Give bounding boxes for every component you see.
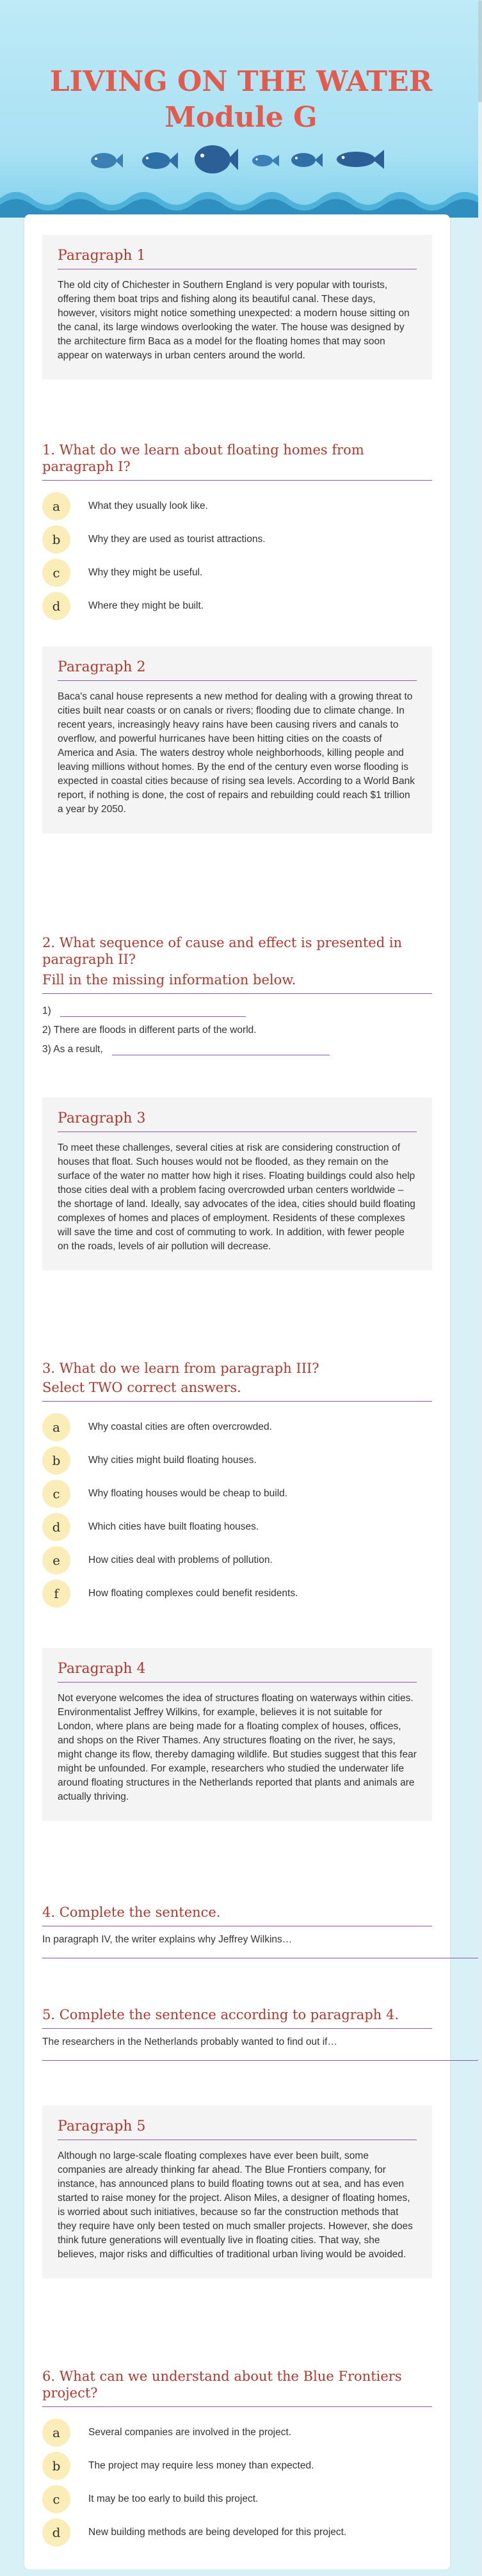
content-card (24, 214, 450, 2570)
question-title: 1. What do we learn about floating homes from paragraph I? (42, 442, 432, 481)
page-header (0, 0, 482, 218)
option-a[interactable] (42, 2416, 432, 2449)
passage-heading: Paragraph 4 (58, 1661, 417, 1683)
passage-3 (24, 1098, 450, 1270)
scrollbar-thumb[interactable] (478, 0, 482, 102)
option-e[interactable] (42, 1544, 432, 1577)
option-letter: d (42, 2518, 70, 2547)
option-d[interactable] (42, 589, 432, 623)
passage-text: Not everyone welcomes the idea of structures floating on waterways within cities. Environmentalist Jeffrey Wilkins, for example, believes it is not suitable for London, where plans are being made for a floating complex of houses, offices, and shops on the River Thames. Any structures floating on the river, he says, might change its flow, thereby damaging wildlife. But studies suggest that this fear might be unfounded. For example, researchers who studied the underwater life around floating structures in the Netherlands reported that plants and animals are actually thriving. (58, 1693, 417, 1802)
option-a[interactable] (42, 490, 432, 523)
question-title: 4. Complete the sentence. (42, 1904, 432, 1926)
option-letter: f (42, 1580, 70, 1608)
option-text: Why coastal cities are often overcrowded. (88, 1421, 272, 1432)
option-f[interactable] (42, 1577, 432, 1610)
fill-row-1 (42, 1002, 432, 1021)
option-text: Which cities have built floating houses. (88, 1521, 259, 1532)
question-title: 6. What can we understand about the Blue Frontiers project? (42, 2368, 432, 2407)
passage-2 (24, 646, 450, 833)
question-1 (24, 442, 450, 623)
question-4 (24, 1904, 450, 1958)
fill-row-2 (42, 1021, 432, 1040)
passage-1 (24, 235, 450, 380)
question-6 (24, 2368, 450, 2549)
wave-decoration (0, 179, 482, 218)
option-c[interactable] (42, 2483, 432, 2516)
fill-row-3 (42, 1040, 432, 1059)
option-letter: c (42, 559, 70, 587)
option-b[interactable] (42, 523, 432, 556)
question-subtitle: Select TWO correct answers. (42, 1379, 432, 1402)
passage-text: The old city of Chichester in Southern England is very popular with tourists, offering them boat trips and fishing along its beautiful canal. These days, however, visitors might notice something unexpected: a modern house sitting on the canal, its large windows overlooking the water. The house was designed by the architecture firm Baca as a model for the floating homes that may soon appear on waterways in urban centers around the world. (58, 280, 410, 361)
fish-icon (334, 146, 384, 173)
option-letter: c (42, 2485, 70, 2513)
question-prompt: The researchers in the Netherlands probably wanted to find out if… (42, 2036, 337, 2047)
option-text: What they usually look like. (88, 500, 208, 511)
passage-heading: Paragraph 5 (58, 2118, 417, 2140)
scrollbar[interactable] (478, 0, 482, 2576)
option-c[interactable] (42, 1477, 432, 1510)
option-text: Why they might be useful. (88, 567, 203, 578)
answer-line[interactable] (42, 2060, 482, 2061)
option-text: How floating complexes could benefit residents. (88, 1588, 298, 1599)
passage-heading: Paragraph 1 (58, 248, 417, 269)
option-letter: a (42, 492, 70, 520)
passage-text: Baca's canal house represents a new method for dealing with a growing threat to cities built near coasts or on canals or rivers; flooding due to climate change. In recent years, increasingly heavy rains have been causing rivers and canals to overflow, and powerful hurricanes have been hitting cities on the coasts of America and Asia. The waters destroy whole neighborhoods, killing people and leaving millions without homes. By the end of the century even worse flooding is expected in coastal cities because of rising sea levels. According to a World Bank report, if nothing is done, the cost of repairs and rebuilding could reach $1 trillion a year by 2050. (58, 691, 415, 815)
option-text: How cities deal with problems of pollution. (88, 1555, 273, 1565)
option-text: Why floating houses would be cheap to build. (88, 1488, 288, 1499)
question-prompt: In paragraph IV, the writer explains why Jeffrey Wilkins… (42, 1934, 293, 1945)
answer-blank[interactable] (112, 1044, 330, 1055)
question-title: 2. What sequence of cause and effect is presented in paragraph II? (42, 935, 403, 967)
option-letter: b (42, 525, 70, 554)
option-b[interactable] (42, 1444, 432, 1477)
answer-blank[interactable] (60, 1006, 246, 1017)
question-2 (24, 934, 450, 1059)
option-letter: c (42, 1480, 70, 1508)
option-letter: a (42, 1413, 70, 1441)
option-b[interactable] (42, 2449, 432, 2483)
question-3 (24, 1360, 450, 1610)
question-title: 5. Complete the sentence according to paragraph 4. (42, 2006, 432, 2029)
option-c[interactable] (42, 556, 432, 589)
question-subtitle: Fill in the missing information below. (42, 972, 432, 994)
fill-label: 3) As a result, (42, 1044, 103, 1055)
fish-icon (251, 152, 279, 169)
fish-icon (192, 142, 238, 177)
option-letter: b (42, 2452, 70, 2480)
fish-icon (140, 148, 178, 173)
passage-heading: Paragraph 2 (58, 659, 417, 681)
option-letter: d (42, 1513, 70, 1541)
fish-icon (88, 150, 123, 172)
fish-icon (289, 150, 323, 170)
option-text: Why cities might build floating houses. (88, 1455, 257, 1466)
fill-label: 1) (42, 1005, 51, 1016)
fish-decoration (0, 141, 482, 179)
option-letter: e (42, 1546, 70, 1574)
question-5 (24, 2006, 450, 2061)
option-letter: b (42, 1446, 70, 1475)
option-d[interactable] (42, 2516, 432, 2549)
option-text: Several companies are involved in the project. (88, 2427, 292, 2438)
option-d[interactable] (42, 1510, 432, 1544)
passage-heading: Paragraph 3 (58, 1110, 417, 1132)
page-title: LIVING ON THE WATER Module G (49, 65, 433, 134)
fill-label: 2) There are floods in different parts of the world. (42, 1025, 257, 1036)
option-text: Why they are used as tourist attractions. (88, 534, 266, 545)
option-text: Where they might be built. (88, 600, 204, 611)
answer-line[interactable] (42, 1957, 482, 1958)
option-text: New building methods are being developed for this project. (88, 2527, 347, 2538)
option-a[interactable] (42, 1411, 432, 1444)
passage-5 (24, 2106, 450, 2278)
passage-text: To meet these challenges, several cities at risk are considering construction of houses that float. Such houses would not be flooded, as they remain on the surface of the water no matter how high it rises. Floating buildings could also help those cities deal with a problem facing overcrowded urban centers worldwide – the shortage of land. Ideally, say advocates of the idea, cities should build floating complexes of homes and places of employment. Residents of these complexes will save the time and cost of commuting to work. In addition, with fewer people on the roads, levels of air pollution will decrease. (58, 1142, 415, 1252)
option-text: The project may require less money than expected. (88, 2460, 314, 2471)
passage-text: Although no large-scale floating complexes have ever been built, some companies are already thinking far ahead. The Blue Frontiers company, for instance, has announced plans to build floating towns out at sea, and has even started to raise money for the project. Alison Miles, a designer of floating homes, is worried about such initiatives, because so far the construction methods that they require have only been tested on much smaller projects. However, she does think future generations will eventually live in floating cities. That way, she believes, major risks and difficulties of traditional urban living would be avoided. (58, 2150, 413, 2260)
passage-4 (24, 1648, 450, 1821)
option-text: It may be too early to build this project. (88, 2493, 259, 2504)
option-letter: d (42, 592, 70, 620)
option-letter: a (42, 2419, 70, 2447)
question-title: 3. What do we learn from paragraph III? (42, 1361, 319, 1376)
